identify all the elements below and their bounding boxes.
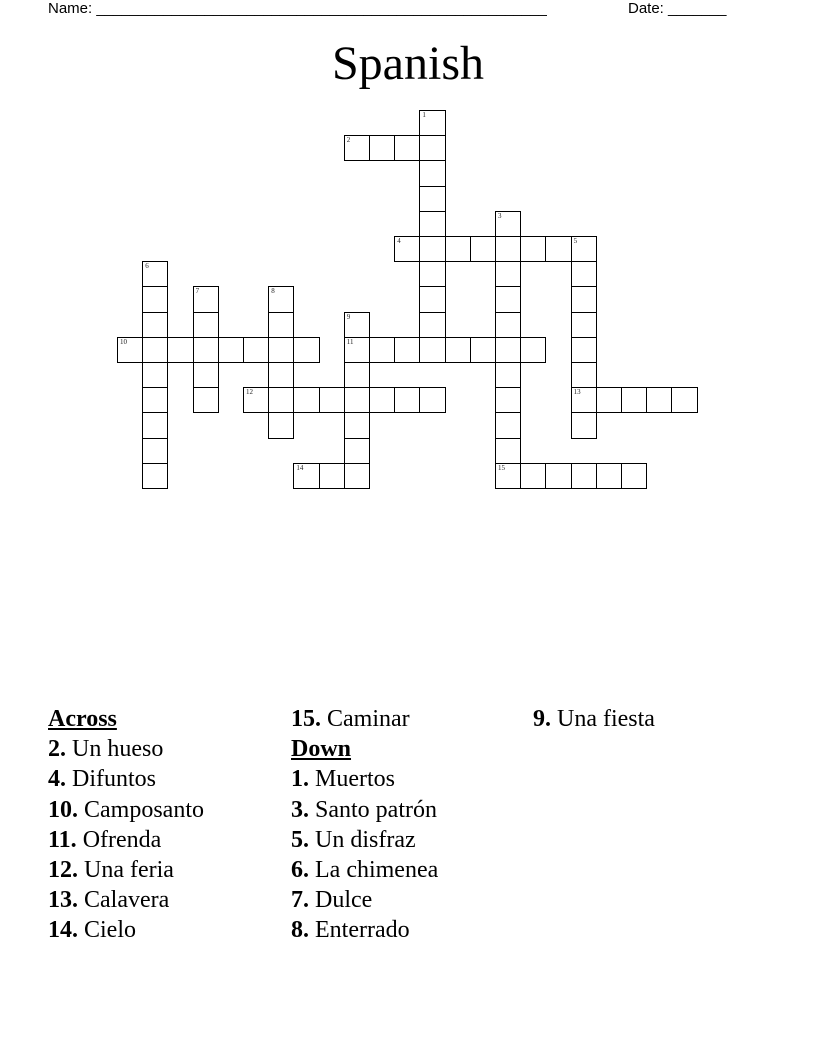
clue-down-8 (291, 915, 438, 945)
clue-down-1 (291, 764, 438, 794)
clue-number: 11. (48, 826, 77, 853)
grid-cell[interactable] (495, 261, 521, 287)
grid-cell[interactable] (268, 387, 294, 413)
grid-cell[interactable] (495, 463, 521, 489)
clue-text: La chimenea (309, 857, 439, 884)
cell-number: 14 (296, 463, 304, 472)
grid-cell[interactable] (495, 211, 521, 237)
clue-text: Enterrado (309, 917, 410, 944)
grid-cell[interactable] (268, 312, 294, 338)
grid-cell[interactable] (571, 463, 597, 489)
cell-number: 10 (120, 337, 127, 346)
grid-cell[interactable] (344, 135, 370, 161)
grid-cell[interactable] (470, 337, 496, 363)
clue-number: 10. (48, 796, 78, 823)
grid-cell[interactable] (520, 463, 546, 489)
clue-number: 12. (48, 857, 78, 884)
clue-number: 2. (48, 736, 66, 763)
grid-cell[interactable] (621, 387, 647, 413)
grid-cell[interactable] (319, 463, 345, 489)
down-heading: Down (291, 736, 352, 763)
clue-number: 1. (291, 766, 309, 793)
clue-text: Cielo (78, 917, 136, 944)
clue-down-9 (533, 704, 655, 734)
name-field[interactable]: Name: ______________________________________________________ (48, 0, 547, 17)
grid-cell[interactable] (344, 412, 370, 438)
grid-cell[interactable] (344, 362, 370, 388)
cell-number: 13 (573, 388, 581, 397)
clue-number: 3. (291, 796, 309, 823)
grid-cell[interactable] (293, 337, 319, 363)
grid-cell[interactable] (571, 312, 597, 338)
grid-cell[interactable] (218, 337, 244, 363)
clue-text: Difuntos (66, 766, 156, 793)
grid-cell[interactable] (495, 438, 521, 464)
grid-cell[interactable] (419, 110, 445, 136)
grid-cell[interactable] (293, 463, 319, 489)
crossword-grid (0, 0, 816, 520)
grid-cell[interactable] (319, 387, 345, 413)
clue-number: 4. (48, 766, 66, 793)
clue-text: Un disfraz (309, 826, 416, 853)
grid-cell[interactable] (268, 412, 294, 438)
grid-cell[interactable] (545, 236, 571, 262)
clue-text: Una fiesta (551, 706, 655, 732)
grid-cell[interactable] (419, 286, 445, 312)
grid-cell[interactable] (445, 337, 471, 363)
grid-cell[interactable] (571, 236, 597, 262)
clue-text: Una feria (78, 857, 174, 884)
grid-cell[interactable] (495, 312, 521, 338)
grid-cell[interactable] (268, 362, 294, 388)
clue-text: Camposanto (78, 796, 204, 823)
grid-cell[interactable] (344, 463, 370, 489)
clue-across-14 (48, 915, 204, 945)
grid-cell[interactable] (394, 387, 420, 413)
grid-cell[interactable] (445, 236, 471, 262)
clue-down-5 (291, 825, 438, 855)
grid-cell[interactable] (193, 286, 219, 312)
grid-cell[interactable] (571, 362, 597, 388)
clue-down-6 (291, 855, 438, 885)
grid-cell[interactable] (142, 362, 168, 388)
grid-cell[interactable] (369, 387, 395, 413)
clue-text: Muertos (309, 766, 395, 793)
grid-cell[interactable] (419, 160, 445, 186)
clues-column-3 (533, 704, 655, 734)
grid-cell[interactable] (419, 236, 445, 262)
clue-number: 6. (291, 857, 309, 884)
clue-across-11 (48, 825, 204, 855)
clue-across-12 (48, 855, 204, 885)
cell-number: 4 (397, 237, 401, 245)
grid-cell[interactable] (571, 337, 597, 363)
grid-cell[interactable] (142, 438, 168, 464)
cell-number: 5 (573, 237, 578, 245)
clue-across-10 (48, 795, 204, 825)
cell-number: 11 (346, 337, 354, 346)
grid-cell[interactable] (142, 337, 168, 363)
grid-cell[interactable] (545, 463, 571, 489)
grid-cell[interactable] (495, 412, 521, 438)
grid-cell[interactable] (646, 387, 672, 413)
grid-cell[interactable] (470, 236, 496, 262)
grid-cell[interactable] (419, 337, 445, 363)
grid-cell[interactable] (419, 261, 445, 287)
clue-text: Dulce (309, 887, 373, 914)
clue-number: 5. (291, 826, 309, 853)
grid-cell[interactable] (495, 337, 521, 363)
grid-cell[interactable] (419, 186, 445, 212)
grid-cell[interactable] (571, 261, 597, 287)
cell-number: 15 (498, 463, 505, 472)
cell-number: 9 (346, 312, 351, 321)
grid-cell[interactable] (142, 412, 168, 438)
date-field[interactable]: Date: _______ (628, 0, 727, 17)
cell-number: 8 (271, 287, 275, 296)
grid-cell[interactable] (495, 387, 521, 413)
grid-cell[interactable] (369, 135, 395, 161)
clues-column-2 (291, 704, 438, 946)
grid-cell[interactable] (142, 463, 168, 489)
grid-cell[interactable] (268, 337, 294, 363)
clue-number: 15. (291, 706, 321, 732)
grid-cell[interactable] (344, 438, 370, 464)
cell-number: 2 (346, 136, 351, 145)
grid-cell[interactable] (671, 387, 697, 413)
cell-number: 3 (498, 211, 502, 220)
grid-cell[interactable] (142, 261, 168, 287)
clues-column-1 (48, 704, 204, 946)
grid-cell[interactable] (142, 312, 168, 338)
clue-text: Calavera (78, 887, 170, 914)
grid-cell[interactable] (344, 312, 370, 338)
grid-cell[interactable] (344, 387, 370, 413)
grid-cell[interactable] (419, 135, 445, 161)
grid-cell[interactable] (419, 312, 445, 338)
grid-cell[interactable] (419, 387, 445, 413)
clue-down-3 (291, 795, 438, 825)
grid-cell[interactable] (394, 135, 420, 161)
grid-cell[interactable] (293, 387, 319, 413)
grid-cell[interactable] (193, 362, 219, 388)
grid-cell[interactable] (193, 312, 219, 338)
across-heading: Across (48, 706, 117, 732)
clue-number: 13. (48, 887, 78, 914)
grid-cell[interactable] (571, 286, 597, 312)
grid-cell[interactable] (268, 286, 294, 312)
page-title: Spanish (331, 37, 484, 90)
clue-across-13 (48, 885, 204, 915)
clue-across-2 (48, 734, 204, 764)
grid-cell[interactable] (142, 387, 168, 413)
grid-cell[interactable] (495, 286, 521, 312)
grid-cell[interactable] (394, 236, 420, 262)
grid-cell[interactable] (243, 337, 269, 363)
cell-number: 1 (422, 111, 426, 119)
grid-cell[interactable] (369, 337, 395, 363)
clue-text: Santo patrón (309, 796, 437, 823)
clue-number: 7. (291, 887, 309, 914)
grid-cell[interactable] (596, 387, 622, 413)
clue-number: 9. (533, 706, 551, 732)
grid-cell[interactable] (394, 337, 420, 363)
clue-across-4 (48, 764, 204, 794)
clue-number: 14. (48, 917, 78, 944)
grid-cell[interactable] (495, 236, 521, 262)
grid-cell[interactable] (243, 387, 269, 413)
grid-cell[interactable] (621, 463, 647, 489)
grid-cell[interactable] (117, 337, 143, 363)
grid-cell[interactable] (142, 286, 168, 312)
grid-cell[interactable] (520, 337, 546, 363)
cell-number: 7 (195, 287, 200, 296)
clue-down-7 (291, 885, 438, 915)
clue-text: Caminar (321, 706, 410, 732)
clue-text: Un hueso (66, 736, 164, 763)
clue-number: 8. (291, 917, 309, 944)
cell-number: 12 (246, 388, 253, 397)
cell-number: 6 (145, 262, 149, 271)
grid-cell[interactable] (571, 412, 597, 438)
clue-across-15 (291, 704, 438, 734)
grid-cell[interactable] (520, 236, 546, 262)
grid-cell[interactable] (596, 463, 622, 489)
grid-cell[interactable] (571, 387, 597, 413)
grid-cell[interactable] (419, 211, 445, 237)
grid-cell[interactable] (193, 387, 219, 413)
grid-cell[interactable] (193, 337, 219, 363)
grid-cell[interactable] (495, 362, 521, 388)
grid-cell[interactable] (344, 337, 370, 363)
grid-cell[interactable] (167, 337, 193, 363)
clue-text: Ofrenda (76, 826, 162, 853)
